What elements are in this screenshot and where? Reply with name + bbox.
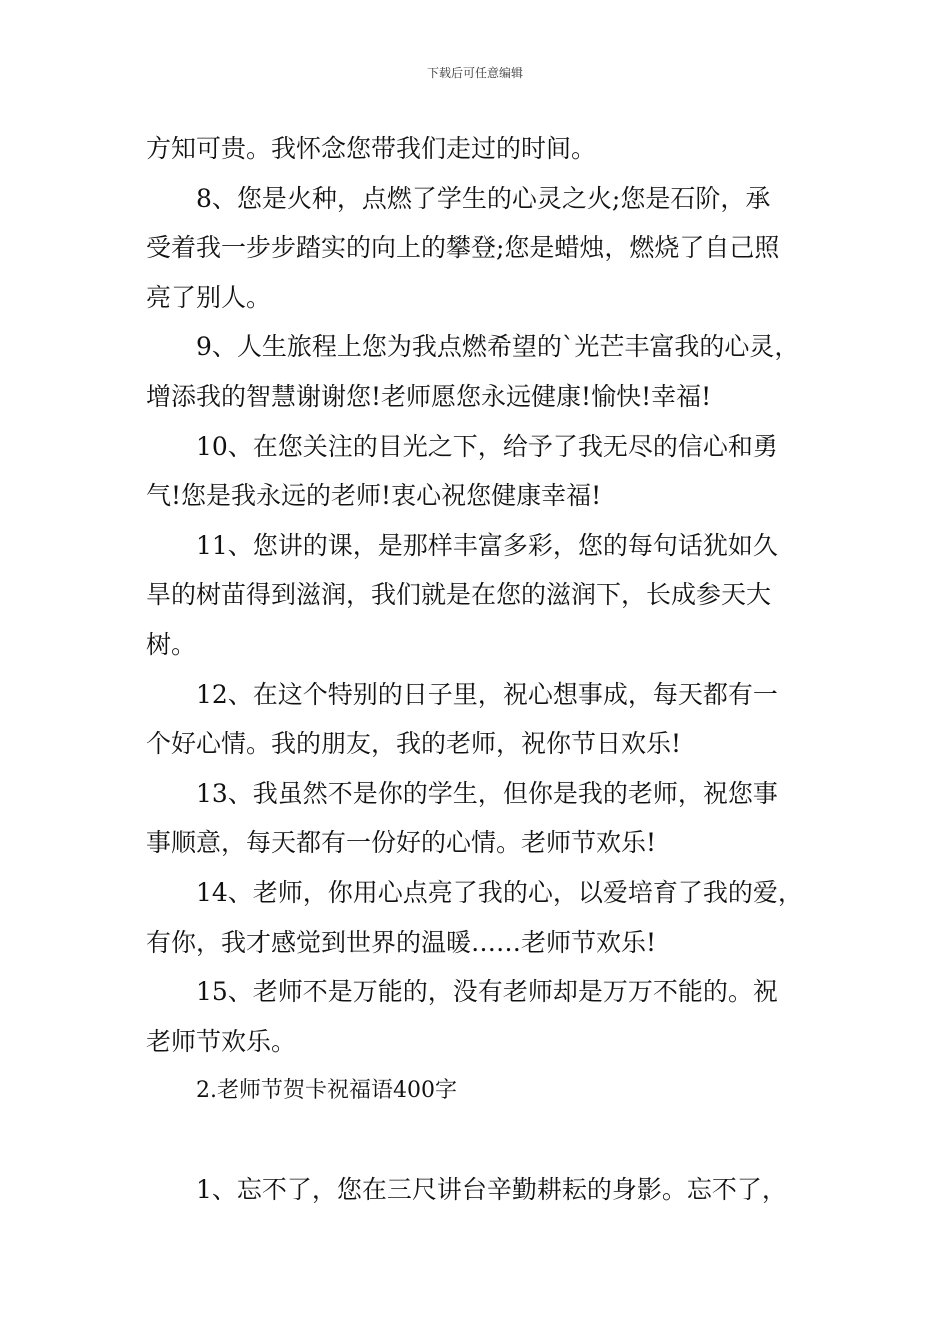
text-line: 老师节欢乐。 (146, 1026, 297, 1056)
text-line: 亮了别人。 (146, 282, 272, 312)
paragraph-start-11: 11、您讲的课，是那样丰富多彩，您的每句话犹如久 (196, 530, 778, 560)
page-header: 下载后可任意编辑 (426, 66, 523, 80)
paragraph-start-15: 15、老师不是万能的，没有老师却是万万不能的。祝 (196, 977, 778, 1007)
paragraph-start-8: 8、您是火种，点燃了学生的心灵之火;您是石阶，承 (196, 183, 771, 213)
text-line: 有你，我才感觉到世界的温暖……老师节欢乐! (146, 927, 657, 957)
paragraph-start-12: 12、在这个特别的日子里，祝心想事成，每天都有一 (196, 679, 778, 709)
text-line: 受着我一步步踏实的向上的攀登;您是蜡烛，燃烧了自己照 (146, 233, 780, 263)
paragraph-start-9: 9、人生旅程上您为我点燃希望的`光芒丰富我的心灵， (196, 332, 800, 362)
paragraph-start-13: 13、我虽然不是你的学生，但你是我的老师，祝您事 (196, 778, 778, 808)
paragraph-start-1: 1、忘不了，您在三尺讲台辛勤耕耘的身影。忘不了， (196, 1175, 787, 1205)
text-line: 旱的树苗得到滋润，我们就是在您的滋润下，长成参天大 (146, 580, 772, 610)
text-line: 方知可贵。我怀念您带我们走过的时间。 (146, 134, 597, 163)
paragraph-start-10: 10、在您关注的目光之下，给予了我无尽的信心和勇 (196, 431, 778, 461)
text-line: 气!您是我永远的老师!衷心祝您健康幸福! (146, 481, 602, 511)
section-heading: 2.老师节贺卡祝福语400字 (196, 1078, 457, 1104)
text-line: 增添我的智慧谢谢您!老师愿您永远健康!愉快!幸福! (146, 381, 712, 411)
text-line: 个好心情。我的朋友，我的老师，祝你节日欢乐! (146, 729, 682, 759)
document-body (146, 124, 816, 1215)
text-line: 事顺意，每天都有一份好的心情。老师节欢乐! (146, 828, 657, 858)
blank-line (146, 1116, 816, 1166)
text-line: 树。 (146, 629, 197, 659)
paragraph-start-14: 14、老师，你用心点亮了我的心，以爱培育了我的爱， (196, 877, 803, 907)
